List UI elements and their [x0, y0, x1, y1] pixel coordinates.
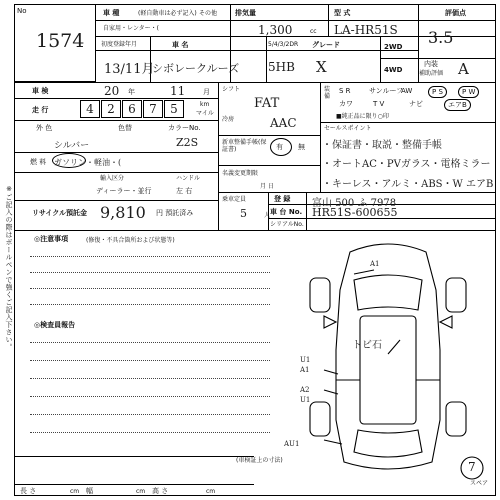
exterior-value: シルバー [54, 141, 90, 151]
registration-value: 富山 500 ふ 7978 [312, 198, 397, 209]
windshield [354, 275, 422, 310]
row-line [14, 456, 254, 457]
chassis-value: HR51S-600655 [312, 206, 398, 219]
col-line [268, 192, 269, 230]
registration-label: 登 録 [274, 195, 291, 203]
left-mirror [324, 316, 336, 328]
door-unit: 5/4/3/2DR [268, 41, 299, 48]
col-line [328, 4, 329, 36]
fuel-label: 燃 料 [30, 158, 47, 166]
inspector-line [30, 342, 270, 343]
inspector-line [30, 432, 270, 433]
displacement-value: 1,300 [258, 23, 293, 37]
wheel-front-right [446, 278, 466, 312]
inspector-line [30, 414, 270, 415]
warranty-value: 有 [276, 143, 283, 151]
width-label: 幅 [86, 487, 93, 495]
car-name-value: シボレークルーズ [152, 62, 240, 75]
note-arrow [388, 340, 400, 354]
selling-point-2: ・オートAC・PVガラス・電格ミラー [322, 159, 491, 170]
displacement-label: 排気量 [235, 9, 256, 17]
steering-label: ハンドル [176, 175, 201, 182]
side-note: ※ご記入の際はボールペンで強くご記入下さい。 [5, 185, 13, 351]
mileage-unit-mile: マイル [196, 110, 214, 117]
row-line [14, 200, 218, 201]
damage-mark-4 [324, 440, 342, 444]
row-line [218, 192, 496, 193]
selling-point-3: ・キーレス・アルミ・ABS・W エアB [322, 179, 494, 190]
equipment-item: ナビ [409, 100, 423, 108]
body-type-other: その他 [199, 10, 218, 17]
grade-label: 評価点 [445, 9, 466, 17]
color-no-value: Z2S [176, 136, 199, 149]
note-line [30, 304, 270, 305]
note-line [30, 256, 270, 257]
odometer-digit: 5 [164, 100, 184, 118]
inspector-line [30, 396, 270, 397]
diagram-mark-2: U1 [300, 356, 311, 364]
selling-points-label: セールスポイント [324, 125, 372, 132]
rear-window [354, 430, 422, 457]
lot-number: 1574 [36, 30, 85, 52]
mileage-label: 走 行 [32, 106, 49, 114]
shaken-year: 20 [104, 84, 120, 98]
car-outline [336, 244, 440, 469]
import-value: ディーラー・並行 [96, 187, 152, 195]
vehicle-diagram [280, 230, 496, 484]
row-line [418, 58, 496, 59]
recycle-label: リサイクル預託金 [32, 209, 88, 217]
equipment-label: 装備 [324, 86, 331, 100]
diagram-mark-3: A1 [300, 366, 310, 374]
odometer-digit: 7 [143, 100, 163, 118]
notes-heading: ◎注意事項 [34, 235, 69, 243]
capacity-label: 乗車定員 [222, 196, 247, 203]
import-label: 輸入区分 [100, 175, 125, 182]
recycle-unit: 円 預託済み [156, 209, 194, 217]
row-line [320, 122, 496, 123]
recycle-value: 9,810 [100, 203, 146, 222]
shift-value: FAT [254, 96, 280, 111]
warranty-label: 新車整備手帳(保証書) [222, 139, 267, 153]
first-reg-value: 13/11月 [104, 62, 155, 77]
wheel-rear-left [310, 402, 330, 436]
model-label: 型 式 [334, 9, 351, 17]
use-type: 自家用・レンター・( [103, 25, 159, 32]
row-line [96, 50, 418, 51]
capacity-unit: 人 [264, 212, 271, 219]
inspector-line [30, 360, 270, 361]
warranty-none: 無 [298, 143, 305, 151]
row-line [218, 135, 320, 136]
row-line [14, 98, 218, 99]
cooling-label: 冷房 [222, 116, 235, 123]
row-line [14, 120, 218, 121]
row-line [14, 172, 218, 173]
fuel-value: ガソリン・軽油・( [54, 158, 122, 167]
selling-point-1: ・保証書・取説・整備手帳 [322, 140, 442, 151]
right-mirror [440, 316, 452, 328]
equipment-item: P W [458, 86, 479, 98]
wheel-rear-right [446, 402, 466, 436]
col-line [218, 82, 219, 230]
capacity-value: 5 [240, 207, 247, 220]
row-line [14, 484, 254, 485]
equipment-item: サンルーフ [369, 87, 404, 95]
body-type-sub: (軽自動車は必ず記入) [138, 10, 197, 17]
row-line [14, 82, 496, 83]
drive-2wd: 2WD [384, 43, 403, 51]
name-change-label: 名義変更期限 [222, 170, 259, 177]
diagram-mark-6: AU1 [284, 440, 300, 448]
row-line [218, 165, 320, 166]
odometer-digit: 2 [101, 100, 121, 118]
diagram-mark-1: A1 [370, 260, 380, 268]
equipment-item: S R [339, 87, 351, 95]
model-value: LA-HR51S [334, 23, 398, 37]
equipment-item: AW [401, 87, 413, 95]
inspector-line [30, 378, 270, 379]
height-unit: cm [206, 488, 216, 495]
row-line [14, 152, 218, 153]
width-unit: cm [136, 488, 146, 495]
roof [360, 316, 416, 424]
diagram-mark-5: U1 [300, 396, 311, 404]
equipment-item: エアB [444, 99, 471, 111]
note-line [30, 272, 270, 273]
diagram-note: トビ石 [352, 340, 382, 351]
diagram-mark-4: A2 [300, 386, 310, 394]
grade-name-value: X [316, 58, 327, 76]
interior-value: A [458, 60, 469, 78]
car-name-label: 車 名 [172, 41, 189, 49]
odometer-digit: 6 [122, 100, 142, 118]
shaken-label: 車 検 [32, 87, 49, 95]
notes-sub: (修復・不具合箇所および状態等) [86, 237, 175, 244]
exterior-label: 外 色 [36, 124, 53, 132]
equipment-note: ■純正品に限り○印 [336, 113, 389, 120]
interior-sub: 補助評価 [419, 70, 444, 77]
door-value: 5HB [268, 60, 295, 74]
height-label: 高 さ [152, 487, 169, 495]
equipment-item: カワ [339, 100, 353, 108]
first-reg-label: 初度登録年月 [101, 41, 138, 48]
serial-label: シリアルNo. [270, 221, 304, 228]
color-no-label: カラーNo. [168, 124, 201, 132]
col-line [266, 36, 267, 82]
equipment-item: P S [428, 86, 447, 98]
footer-note: (車検証上の寸法) [236, 457, 283, 464]
grade-name-label: グレード [312, 41, 340, 49]
spare-value: 7 [468, 460, 476, 474]
spare-label: スペア [470, 480, 489, 487]
interior-label: 内装 [424, 60, 438, 68]
odometer-digit: 4 [80, 100, 100, 118]
shaken-month: 11 [170, 84, 186, 98]
lot-label: No [17, 7, 27, 15]
shaken-month-unit: 月 [203, 88, 210, 96]
drive-4wd: 4WD [384, 66, 403, 74]
length-unit: cm [70, 488, 80, 495]
row-line [96, 20, 496, 21]
steering-value: 左 右 [176, 187, 193, 195]
paint-label: 色替 [118, 124, 132, 132]
col-line [380, 36, 381, 82]
chassis-label: 車 台 No. [270, 208, 303, 216]
damage-mark-1 [354, 270, 374, 274]
row-line [380, 58, 418, 59]
mileage-unit-km: km [200, 101, 210, 108]
shift-label: シフト [222, 86, 241, 93]
cooling-value: AAC [270, 116, 297, 130]
grade-value: 3.5 [428, 28, 454, 47]
shaken-year-unit: 年 [128, 88, 135, 96]
displacement-unit: cc [310, 28, 317, 35]
equipment-item: T V [373, 100, 385, 108]
inspector-heading: ◎検査員報告 [34, 321, 76, 329]
col-line [320, 82, 321, 192]
name-change-unit: 月 日 [260, 183, 274, 190]
length-label: 長 さ [20, 487, 37, 495]
wheel-front-left [310, 278, 330, 312]
fuel-circle [52, 153, 86, 168]
note-line [30, 288, 270, 289]
col-line [306, 192, 307, 230]
body-type-label: 車 種 [103, 9, 120, 17]
